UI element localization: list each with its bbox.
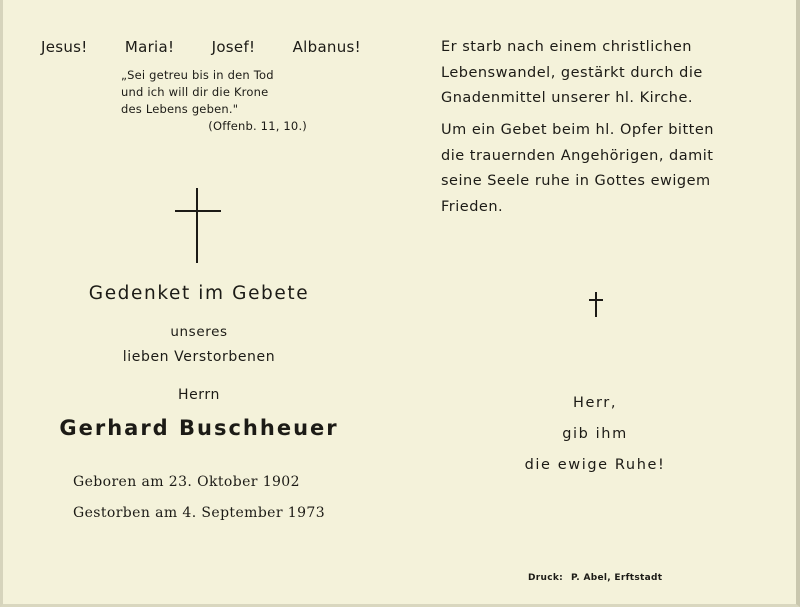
saint-josef: Josef! — [211, 38, 256, 56]
text-line: Er starb nach einem christlichen — [441, 39, 692, 55]
prayer-line: die ewige Ruhe! — [524, 457, 666, 473]
death-date: Gestorben am 4. September 1973 — [73, 505, 326, 521]
saint-albanus: Albanus! — [292, 38, 361, 56]
closing-prayer — [455, 388, 735, 481]
paragraph-prayer-request — [441, 118, 771, 220]
printer-label: Druck: — [528, 573, 564, 583]
heading-gedenket: Gedenket im Gebete — [88, 283, 310, 304]
birth-date: Geboren am 23. Oktober 1902 — [73, 474, 300, 490]
verse-line: des Lebens geben." — [121, 102, 239, 116]
cross-icon — [175, 188, 221, 263]
saint-maria: Maria! — [124, 38, 175, 56]
paragraph-life — [441, 35, 771, 112]
cross-icon — [589, 292, 603, 317]
line-unseres: unseres — [170, 324, 228, 340]
text-line: Frieden. — [441, 198, 504, 215]
saint-jesus: Jesus! — [41, 38, 88, 56]
printer-name: P. Abel, Erftstadt — [571, 573, 663, 583]
text-line: seine Seele ruhe in Gottes ewigem — [441, 173, 711, 189]
text-line: die trauernden Angehörigen, damit — [441, 147, 714, 164]
saints-invocation — [41, 38, 361, 56]
printer-credit — [528, 573, 670, 583]
text-line: Lebenswandel, gestärkt durch die — [441, 64, 703, 81]
prayer-line: gib ihm — [562, 426, 628, 442]
deceased-name: Gerhard Buschheuer — [59, 416, 339, 440]
line-lieben-verstorbenen: lieben Verstorbenen — [122, 349, 276, 365]
verse-line: „Sei getreu bis in den Tod — [121, 68, 274, 82]
left-panel — [3, 0, 395, 604]
bible-verse — [121, 67, 331, 135]
prayer-line: Herr, — [572, 395, 618, 411]
verse-line: und ich will dir die Krone — [121, 85, 269, 99]
right-panel — [395, 0, 799, 604]
text-line: Um ein Gebet beim hl. Opfer bitten — [441, 122, 714, 138]
text-line: Gnadenmittel unserer hl. Kirche. — [441, 90, 694, 106]
verse-reference: (Offenb. 11, 10.) — [208, 119, 307, 133]
line-herrn: Herrn — [177, 387, 221, 403]
